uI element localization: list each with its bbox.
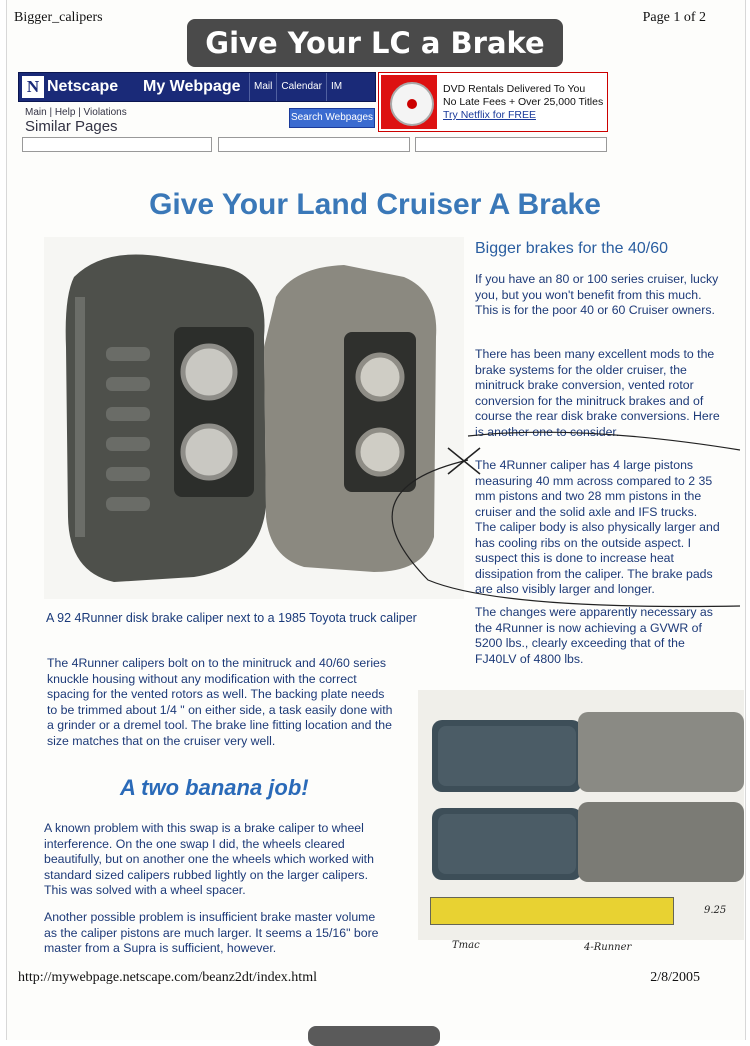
ad-text xyxy=(443,83,603,122)
note-measure: 9.25 xyxy=(704,905,727,916)
page-indicator xyxy=(308,1026,440,1046)
photo-caption: A 92 4Runner disk brake caliper next to a 1985 Toyota truck caliper xyxy=(46,611,417,625)
ad-link[interactable]: Try Netflix for FREE xyxy=(443,109,536,121)
banana-heading: A two banana job! xyxy=(120,775,309,800)
paragraph-7: Another possible problem is insufficient brake master volume as the caliper pistons are much larger. It seems a 15/16" bore master from a Supra is sufficient, however. xyxy=(44,910,379,955)
header-page-number: Page 1 of 2 xyxy=(642,10,706,25)
paragraph-6: A known problem with this swap is a brake caliper to wheel interference. On the one swap I did, the wheels cleared beautifully, but on another one the wheels which worked with standard sized calipers rubbed lightly on the larger calipers. This was solved with a wheel spacer. xyxy=(44,821,374,897)
netscape-toolbar xyxy=(18,72,376,102)
dvd-disc-image xyxy=(381,75,437,129)
im-link[interactable]: IM xyxy=(326,73,346,101)
my-webpage-link[interactable]: My Webpage xyxy=(143,78,241,95)
search-webpages-button[interactable]: Search Webpages xyxy=(289,108,375,128)
mail-link[interactable]: Mail xyxy=(249,73,276,101)
paragraph-1: If you have an 80 or 100 series cruiser, lucky you, but you won't benefit from this much. This is for the poor 40 or 60 Cruiser owners. xyxy=(475,272,719,317)
footer-url[interactable]: http://mywebpage.netscape.com/beanz2dt/index.html xyxy=(18,970,317,985)
paragraph-2: There has been many excellent mods to the brake systems for the older cruiser, the minitruck brake conversion, vented rotor conversion for the minitruck brakes and of course the rear disk brake conversions. Here is another one to consider. xyxy=(475,347,720,439)
paragraph-4: The changes were apparently necessary as the 4Runner is now achieving a GVWR of 5200 lbs., clearly exceeding that of the FJ40LV of 4800 lbs. xyxy=(475,605,713,666)
footer-date: 2/8/2005 xyxy=(650,970,700,985)
netscape-logo-icon[interactable]: N xyxy=(22,76,44,98)
netflix-ad[interactable] xyxy=(378,72,608,132)
dropdown-1[interactable] xyxy=(22,137,212,152)
side-heading: Bigger brakes for the 40/60 xyxy=(475,240,669,257)
dropdown-2[interactable] xyxy=(218,137,410,152)
note-left: Tmac xyxy=(452,940,480,951)
ad-line-2: No Late Fees + Over 25,000 Titles xyxy=(443,96,604,108)
netscape-brand[interactable]: Netscape xyxy=(47,78,119,95)
header-filename: Bigger_calipers xyxy=(14,10,103,25)
overlay-title: Give Your LC a Brake xyxy=(187,19,563,67)
note-right: 4-Runner xyxy=(584,942,632,953)
nav-links[interactable]: Main | Help | Violations xyxy=(25,107,127,118)
handwritten-bracket xyxy=(380,430,750,620)
calendar-link[interactable]: Calendar xyxy=(276,73,326,101)
paragraph-5: The 4Runner calipers bolt on to the minitruck and 40/60 series knuckle housing without any modification with the correct spacing for the vented rotors as well. The backing plate needs to be trimmed about 1/4 " on either side, a task easily done with a grinder or a dremel tool. The brake line fitting location and the size matches that on the cruiser very well. xyxy=(47,656,393,748)
toolbar-menu xyxy=(249,73,346,101)
article-title: Give Your Land Cruiser A Brake xyxy=(149,188,601,221)
paragraph-3: The 4Runner caliper has 4 large pistons measuring 40 mm across compared to 2 35 mm pistons and two 28 mm pistons in the cruiser and the solid axle and IFS trucks. The caliper body is also physically larger and has cooling ribs on the outside aspect. I suspect this is done to increase heat dissipation from the caliper. The brake pads are also visibly larger and longer. xyxy=(475,458,720,596)
dvd-icon xyxy=(390,82,434,126)
similar-pages-link[interactable]: Similar Pages xyxy=(25,118,118,135)
ad-line-1: DVD Rentals Delivered To You xyxy=(443,83,586,95)
tape-measure xyxy=(430,897,674,925)
dropdown-3[interactable] xyxy=(415,137,607,152)
